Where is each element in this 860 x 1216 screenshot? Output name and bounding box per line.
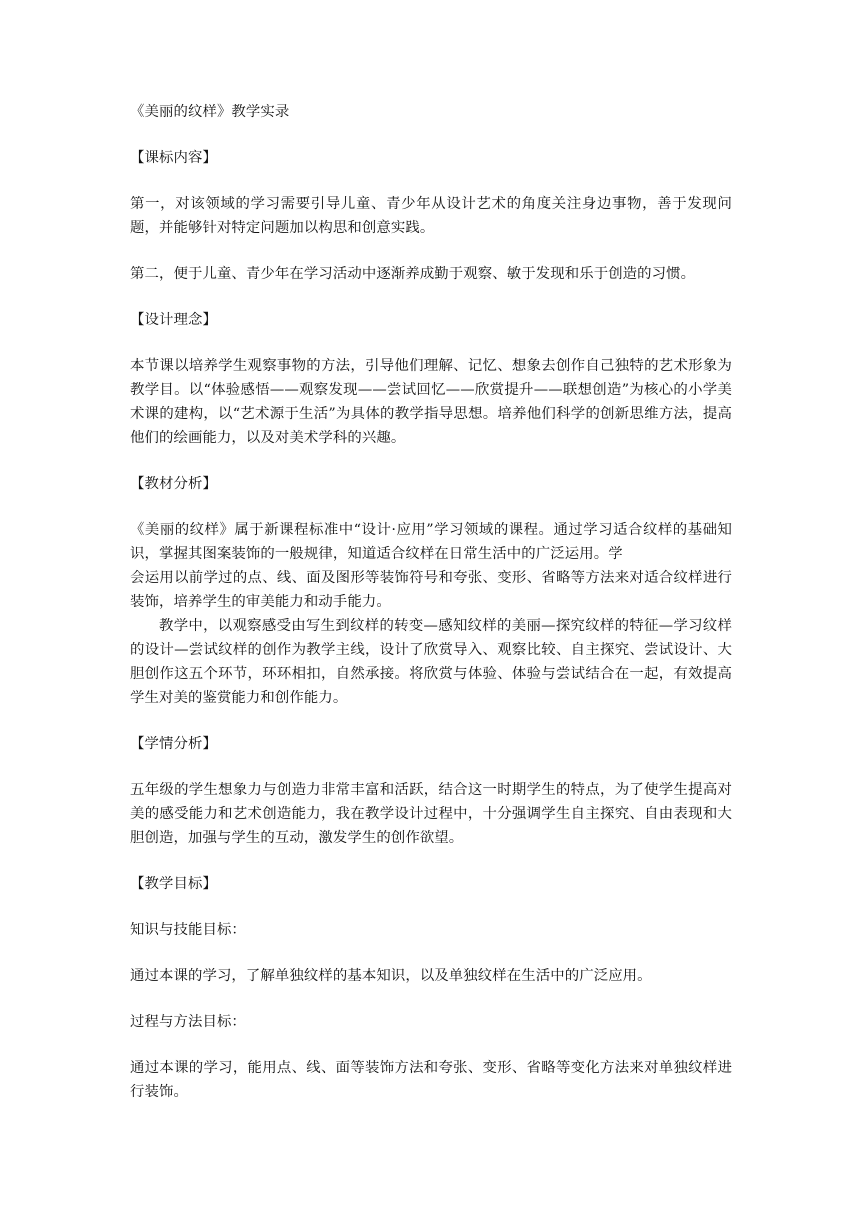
heading-students: 【学情分析】	[130, 736, 217, 752]
curriculum-paragraph-2: 第二，便于儿童、青少年在学习活动中逐渐养成勤于观察、敏于发现和乐于创造的习惯。	[130, 266, 696, 282]
document-title: 《美丽的纹样》教学实录	[130, 104, 290, 120]
heading-design: 【设计理念】	[130, 312, 217, 328]
document-page	[130, 100, 732, 1104]
material-paragraph-2: 会运用以前学过的点、线、面及图形等装饰符号和夸张、变形、省略等方法来对适合纹样进行装饰，培养学生的审美能力和动手能力。	[130, 570, 732, 610]
material-paragraph-3: 教学中，以观察感受由写生到纹样的转变—感知纹样的美丽—探究纹样的特征—学习纹样的设计—尝试纹样的创作为教学主线，设计了欣赏导入、观察比较、自主探究、尝试设计、大胆创作这五个环节，环环相扣，自然承接。将欣赏与体验、体验与尝试结合在一起，有效提高学生对美的鉴赏能力和创作能力。	[130, 618, 732, 706]
goal-knowledge-text: 通过本课的学习，了解单独纹样的基本知识，以及单独纹样在生活中的广泛应用。	[130, 968, 652, 984]
heading-curriculum: 【课标内容】	[130, 150, 217, 166]
heading-goals: 【教学目标】	[130, 876, 217, 892]
students-paragraph-1: 五年级的学生想象力与创造力非常丰富和活跃，结合这一时期学生的特点，为了使学生提高对美的感受能力和艺术创造能力，我在教学设计过程中，十分强调学生自主探究、自由表现和大胆创造，加强与学生的互动，激发学生的创作欲望。	[130, 782, 732, 846]
design-paragraph-1: 本节课以培养学生观察事物的方法，引导他们理解、记忆、想象去创作自己独特的艺术形象为教学目。以“体验感悟——观察发现——尝试回忆——欣赏提升——联想创造”为核心的小学美术课的建构，以“艺术源于生活”为具体的教学指导思想。培养他们科学的创新思维方法，提高他们的绘画能力，以及对美术学科的兴趣。	[130, 358, 732, 446]
goal-knowledge-label: 知识与技能目标：	[130, 922, 246, 938]
goal-process-label: 过程与方法目标：	[130, 1014, 246, 1030]
material-paragraph-1: 《美丽的纹样》属于新课程标准中“设计·应用”学习领域的课程。通过学习适合纹样的基础知识，掌握其图案装饰的一般规律，知道适合纹样在日常生活中的广泛运用。学	[130, 522, 732, 562]
curriculum-paragraph-1: 第一，对该领域的学习需要引导儿童、青少年从设计艺术的角度关注身边事物，善于发现问题，并能够针对特定问题加以构思和创意实践。	[130, 196, 732, 236]
heading-material: 【教材分析】	[130, 476, 217, 492]
goal-process-text: 通过本课的学习，能用点、线、面等装饰方法和夸张、变形、省略等变化方法来对单独纹样进行装饰。	[130, 1060, 732, 1100]
